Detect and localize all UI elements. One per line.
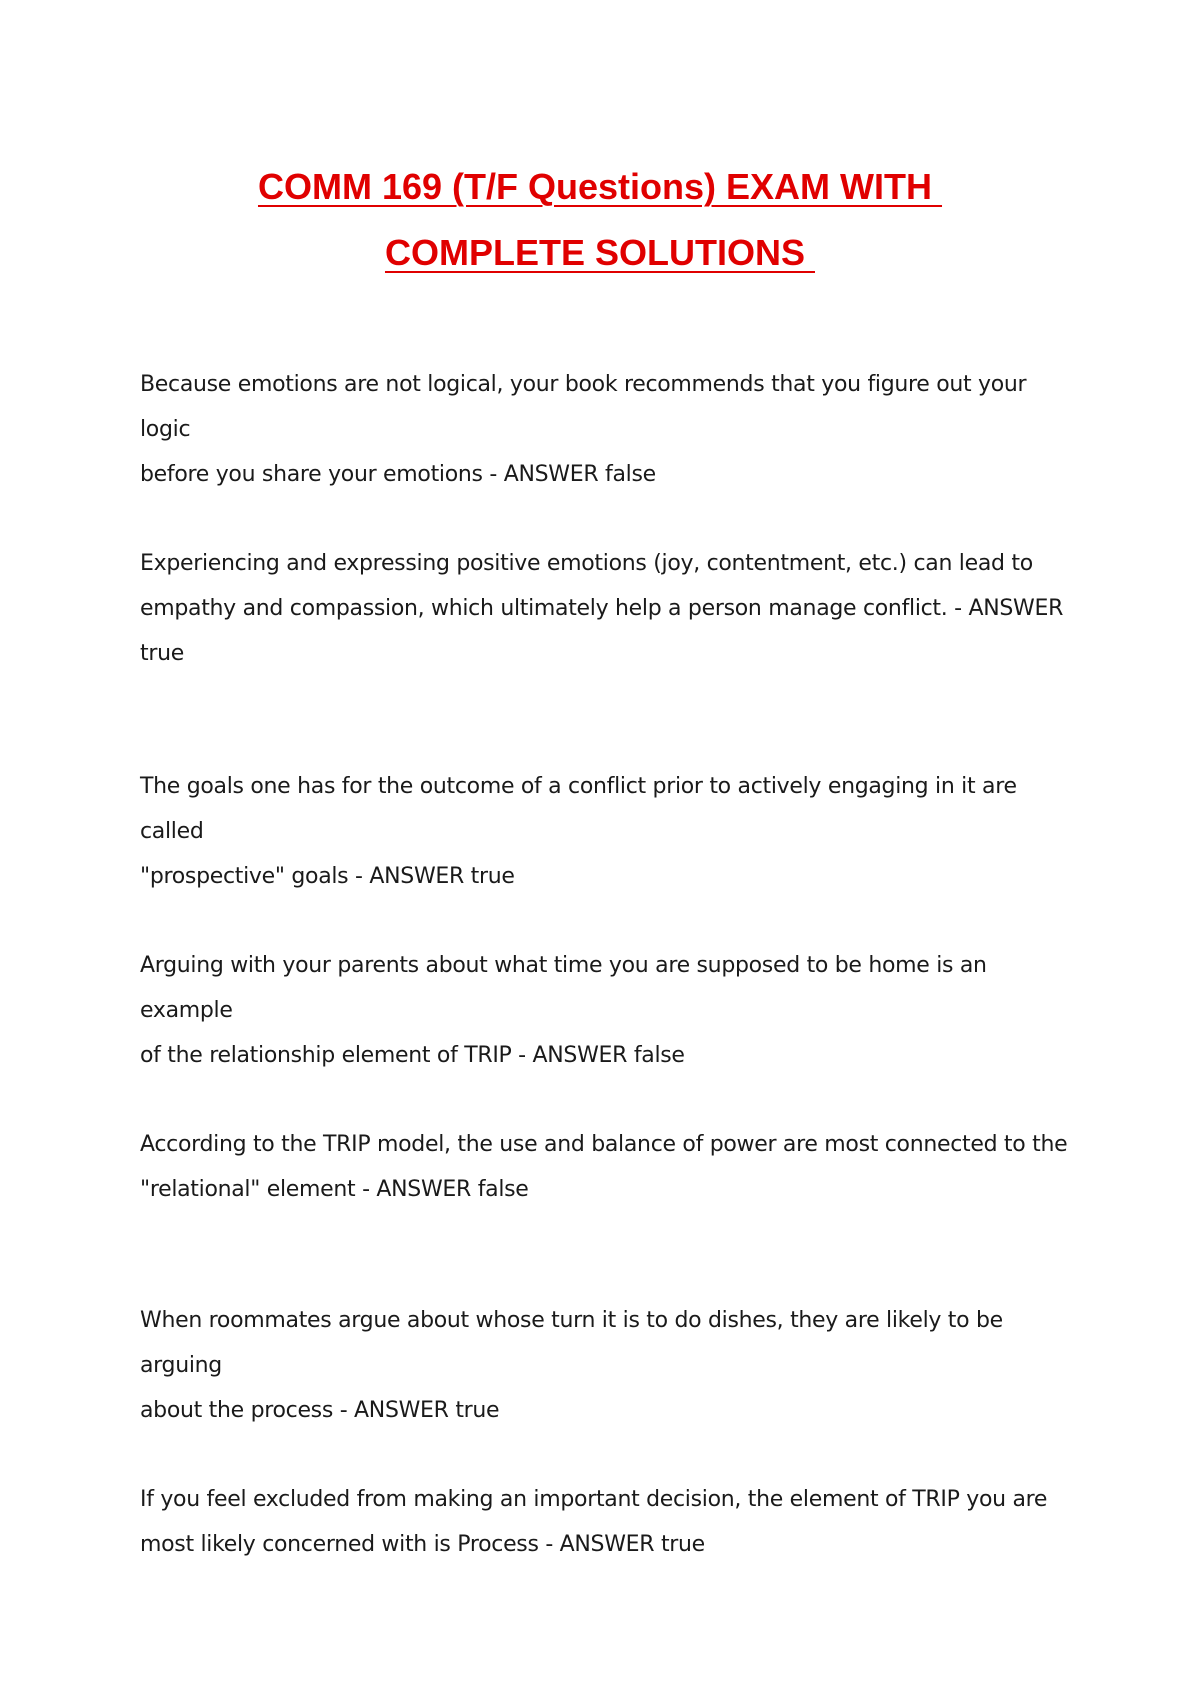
question-answer-1	[140, 362, 1070, 497]
question-text-line: true	[140, 641, 184, 666]
question-text-line: According to the TRIP model, the use and balance of power are most connected to the	[140, 1132, 1068, 1157]
question-text-line: before you share your emotions - ANSWER false	[140, 462, 656, 487]
question-text-line: If you feel excluded from making an important decision, the element of TRIP you are	[140, 1487, 1048, 1512]
question-answer-3	[140, 764, 1070, 899]
question-answer-7	[140, 1477, 1070, 1567]
title-line-1: COMM 169 (T/F Questions) EXAM WITH	[257, 166, 943, 207]
question-text-line: Experiencing and expressing positive emotions (joy, contentment, etc.) can lead to	[140, 551, 1033, 576]
question-text-line: Because emotions are not logical, your book recommends that you figure out your logic	[140, 372, 1027, 442]
question-text-line: The goals one has for the outcome of a conflict prior to actively engaging in it are called	[140, 774, 1017, 844]
question-text-line: Arguing with your parents about what time you are supposed to be home is an example	[140, 953, 987, 1023]
question-text-line: about the process - ANSWER true	[140, 1398, 500, 1423]
question-text-line: of the relationship element of TRIP - ANSWER false	[140, 1043, 685, 1068]
question-text-line: empathy and compassion, which ultimately help a person manage conflict. - ANSWER	[140, 596, 1064, 621]
question-answer-6	[140, 1298, 1070, 1433]
question-text-line: "relational" element - ANSWER false	[140, 1177, 529, 1202]
question-answer-2	[140, 541, 1070, 676]
question-text-line: "prospective" goals - ANSWER true	[140, 864, 515, 889]
title-line-2: COMPLETE SOLUTIONS	[384, 232, 815, 273]
question-text-line: When roommates argue about whose turn it is to do dishes, they are likely to be arguing	[140, 1308, 1003, 1378]
question-text-line: most likely concerned with is Process - ANSWER true	[140, 1532, 705, 1557]
question-answer-5	[140, 1122, 1070, 1212]
question-answer-4	[140, 943, 1070, 1078]
document-title	[120, 154, 1080, 286]
